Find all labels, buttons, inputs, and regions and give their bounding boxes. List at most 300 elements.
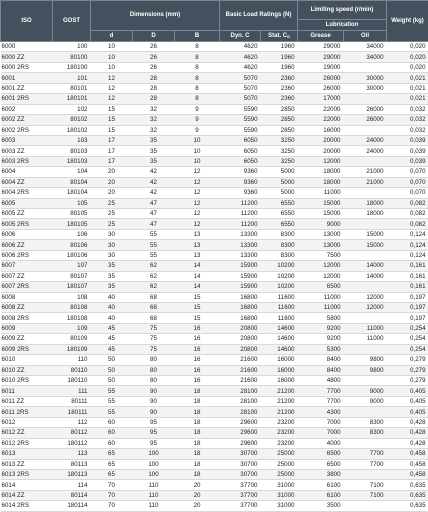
cell-weight: 0,428 [387, 428, 428, 438]
cell-gost: 80103 [53, 146, 91, 156]
cell-iso: 6014 ZZ [1, 490, 53, 500]
cell-weight: 0,020 [387, 52, 428, 62]
cell-d: 65 [91, 459, 133, 469]
cell-dyn-c: 5590 [220, 104, 261, 114]
cell-d: 10 [91, 42, 133, 52]
cell-grease: 9000 [298, 219, 344, 229]
cell-iso: 6000 2RS [1, 62, 53, 72]
table-row [1, 146, 428, 156]
table-row [1, 396, 428, 406]
cell-gost: 80107 [53, 271, 91, 281]
cell-b: 9 [175, 104, 220, 114]
cell-d-outer: 35 [133, 135, 175, 145]
cell-weight: 0,635 [387, 480, 428, 490]
cell-iso: 6000 ZZ [1, 52, 53, 62]
cell-d-outer: 90 [133, 396, 175, 406]
cell-oil: 9800 [344, 355, 387, 365]
cell-oil: 8300 [344, 417, 387, 427]
cell-iso: 6012 ZZ [1, 428, 53, 438]
cell-gost: 103 [53, 135, 91, 145]
cell-weight: 0,161 [387, 271, 428, 281]
table-header [1, 1, 428, 42]
cell-d: 30 [91, 229, 133, 239]
cell-weight: 0,070 [387, 167, 428, 177]
cell-d: 65 [91, 469, 133, 479]
cell-weight: 0,021 [387, 83, 428, 93]
cell-stat-c: 2850 [261, 115, 298, 125]
cell-dyn-c: 29600 [220, 417, 261, 427]
cell-grease: 5300 [298, 344, 344, 354]
table-row [1, 282, 428, 292]
cell-gost: 80108 [53, 302, 91, 312]
cell-gost: 180109 [53, 344, 91, 354]
cell-dyn-c: 5070 [220, 94, 261, 104]
cell-d-outer: 80 [133, 355, 175, 365]
cell-b: 8 [175, 52, 220, 62]
cell-dyn-c: 37700 [220, 490, 261, 500]
cell-stat-c: 21200 [261, 386, 298, 396]
cell-iso: 6012 [1, 417, 53, 427]
header-load-ratings: Basic Load Ratings (N) [220, 1, 298, 31]
table-row [1, 125, 428, 135]
cell-d-outer: 68 [133, 313, 175, 323]
cell-gost: 180104 [53, 188, 91, 198]
table-row [1, 365, 428, 375]
cell-iso: 6002 2RS [1, 125, 53, 135]
cell-grease: 12000 [298, 261, 344, 271]
cell-stat-c: 1960 [261, 42, 298, 52]
cell-d-outer: 62 [133, 261, 175, 271]
cell-d: 30 [91, 250, 133, 260]
cell-stat-c: 23200 [261, 428, 298, 438]
cell-d: 20 [91, 167, 133, 177]
cell-grease: 12000 [298, 156, 344, 166]
cell-d: 15 [91, 125, 133, 135]
cell-iso: 6011 2RS [1, 407, 53, 417]
cell-b: 12 [175, 198, 220, 208]
cell-stat-c: 2360 [261, 73, 298, 83]
cell-oil: 24000 [344, 146, 387, 156]
cell-d-outer: 35 [133, 146, 175, 156]
cell-dyn-c: 15900 [220, 261, 261, 271]
cell-d-outer: 62 [133, 271, 175, 281]
cell-weight: 0,082 [387, 198, 428, 208]
cell-b: 18 [175, 407, 220, 417]
cell-oil: 15000 [344, 229, 387, 239]
cell-grease: 4800 [298, 376, 344, 386]
cell-stat-c: 25000 [261, 459, 298, 469]
cell-gost: 180103 [53, 156, 91, 166]
cell-grease: 4300 [298, 407, 344, 417]
cell-stat-c: 25000 [261, 469, 298, 479]
cell-iso: 6002 ZZ [1, 115, 53, 125]
cell-iso: 6011 ZZ [1, 396, 53, 406]
cell-stat-c: 2360 [261, 83, 298, 93]
cell-gost: 180106 [53, 250, 91, 260]
cell-b: 15 [175, 313, 220, 323]
cell-b: 18 [175, 459, 220, 469]
cell-d-outer: 55 [133, 229, 175, 239]
cell-iso: 6001 [1, 73, 53, 83]
cell-gost: 109 [53, 323, 91, 333]
cell-oil [344, 125, 387, 135]
cell-weight: 0,161 [387, 282, 428, 292]
cell-b: 16 [175, 323, 220, 333]
cell-dyn-c: 29600 [220, 428, 261, 438]
cell-dyn-c: 15900 [220, 271, 261, 281]
cell-gost: 80109 [53, 334, 91, 344]
cell-grease: 13000 [298, 229, 344, 239]
cell-weight: 0,197 [387, 292, 428, 302]
cell-dyn-c: 30700 [220, 449, 261, 459]
cell-oil: 9000 [344, 396, 387, 406]
cell-iso: 6006 [1, 229, 53, 239]
cell-oil: 7100 [344, 490, 387, 500]
cell-b: 10 [175, 135, 220, 145]
cell-b: 16 [175, 376, 220, 386]
cell-oil: 9000 [344, 386, 387, 396]
cell-weight: 0,070 [387, 177, 428, 187]
cell-b: 20 [175, 490, 220, 500]
cell-d: 50 [91, 376, 133, 386]
cell-stat-c: 21200 [261, 407, 298, 417]
cell-dyn-c: 5590 [220, 115, 261, 125]
cell-oil: 11000 [344, 334, 387, 344]
cell-b: 9 [175, 125, 220, 135]
table-row [1, 313, 428, 323]
cell-d-outer: 47 [133, 209, 175, 219]
cell-dyn-c: 20800 [220, 344, 261, 354]
header-grease: Grease [298, 31, 344, 42]
table-row [1, 83, 428, 93]
cell-gost: 80106 [53, 240, 91, 250]
table-row [1, 115, 428, 125]
cell-stat-c: 14600 [261, 323, 298, 333]
cell-dyn-c: 5590 [220, 125, 261, 135]
cell-oil [344, 501, 387, 511]
cell-stat-c: 1960 [261, 62, 298, 72]
cell-d: 70 [91, 490, 133, 500]
table-row [1, 62, 428, 72]
cell-d: 12 [91, 83, 133, 93]
cell-dyn-c: 21600 [220, 355, 261, 365]
cell-stat-c: 2850 [261, 104, 298, 114]
cell-oil: 21000 [344, 177, 387, 187]
cell-gost: 106 [53, 229, 91, 239]
cell-d-outer: 55 [133, 250, 175, 260]
cell-b: 14 [175, 282, 220, 292]
cell-oil [344, 313, 387, 323]
cell-iso: 6003 2RS [1, 156, 53, 166]
cell-stat-c: 11600 [261, 302, 298, 312]
cell-d-outer: 110 [133, 480, 175, 490]
table-row [1, 167, 428, 177]
cell-weight: 0,458 [387, 459, 428, 469]
header-d-outer: D [133, 31, 175, 42]
cell-b: 12 [175, 167, 220, 177]
cell-oil [344, 469, 387, 479]
cell-d: 35 [91, 271, 133, 281]
cell-gost: 113 [53, 449, 91, 459]
table-row [1, 459, 428, 469]
cell-weight: 0,039 [387, 146, 428, 156]
cell-dyn-c: 28100 [220, 407, 261, 417]
cell-b: 10 [175, 146, 220, 156]
cell-d-outer: 42 [133, 177, 175, 187]
cell-d-outer: 32 [133, 125, 175, 135]
cell-dyn-c: 11200 [220, 209, 261, 219]
table-row [1, 250, 428, 260]
cell-dyn-c: 21600 [220, 365, 261, 375]
cell-weight: 0,197 [387, 302, 428, 312]
cell-oil [344, 438, 387, 448]
cell-d-outer: 47 [133, 198, 175, 208]
table-row [1, 438, 428, 448]
table-row [1, 156, 428, 166]
cell-stat-c: 10200 [261, 282, 298, 292]
cell-d: 25 [91, 198, 133, 208]
cell-d-outer: 26 [133, 52, 175, 62]
cell-dyn-c: 20800 [220, 334, 261, 344]
cell-stat-c: 3250 [261, 146, 298, 156]
cell-oil: 26000 [344, 115, 387, 125]
cell-stat-c: 8300 [261, 240, 298, 250]
cell-d-outer: 100 [133, 459, 175, 469]
cell-weight: 0,124 [387, 229, 428, 239]
table-row [1, 209, 428, 219]
cell-gost: 80105 [53, 209, 91, 219]
cell-grease: 15000 [298, 198, 344, 208]
cell-d: 10 [91, 52, 133, 62]
header-dyn-c: Dyn. C [220, 31, 261, 42]
cell-stat-c: 11600 [261, 292, 298, 302]
cell-d-outer: 75 [133, 334, 175, 344]
cell-grease: 5800 [298, 313, 344, 323]
cell-grease: 15000 [298, 209, 344, 219]
cell-b: 16 [175, 344, 220, 354]
cell-oil [344, 344, 387, 354]
cell-gost: 108 [53, 292, 91, 302]
cell-oil: 34000 [344, 52, 387, 62]
cell-b: 8 [175, 62, 220, 72]
cell-stat-c: 16000 [261, 376, 298, 386]
cell-grease: 9200 [298, 334, 344, 344]
table-row [1, 229, 428, 239]
cell-gost: 105 [53, 198, 91, 208]
table-row [1, 188, 428, 198]
cell-oil [344, 282, 387, 292]
cell-dyn-c: 16800 [220, 302, 261, 312]
cell-grease: 18000 [298, 177, 344, 187]
cell-iso: 6011 [1, 386, 53, 396]
cell-b: 13 [175, 240, 220, 250]
cell-oil: 8300 [344, 428, 387, 438]
cell-oil: 7700 [344, 459, 387, 469]
cell-iso: 6005 ZZ [1, 209, 53, 219]
cell-d-outer: 26 [133, 42, 175, 52]
table-row [1, 94, 428, 104]
cell-d: 55 [91, 386, 133, 396]
cell-oil: 15000 [344, 240, 387, 250]
cell-dyn-c: 37700 [220, 480, 261, 490]
cell-grease: 26000 [298, 83, 344, 93]
cell-grease: 7500 [298, 250, 344, 260]
cell-grease: 22000 [298, 115, 344, 125]
header-dimensions: Dimensions (mm) [91, 1, 220, 31]
cell-weight: 0,021 [387, 94, 428, 104]
cell-weight: 0,458 [387, 449, 428, 459]
cell-oil [344, 219, 387, 229]
cell-d-outer: 110 [133, 490, 175, 500]
cell-weight: 0,082 [387, 209, 428, 219]
cell-b: 18 [175, 396, 220, 406]
cell-d: 50 [91, 355, 133, 365]
cell-d-outer: 55 [133, 240, 175, 250]
cell-grease: 20000 [298, 146, 344, 156]
table-row [1, 198, 428, 208]
cell-d-outer: 110 [133, 501, 175, 511]
header-limiting-speed: Limiting speed (r/min) [298, 1, 387, 20]
cell-d: 45 [91, 323, 133, 333]
cell-iso: 6010 ZZ [1, 365, 53, 375]
cell-iso: 6006 ZZ [1, 240, 53, 250]
table-row [1, 480, 428, 490]
cell-gost: 180112 [53, 438, 91, 448]
cell-oil [344, 156, 387, 166]
cell-b: 15 [175, 292, 220, 302]
cell-b: 10 [175, 156, 220, 166]
cell-d: 35 [91, 282, 133, 292]
cell-d-outer: 35 [133, 156, 175, 166]
cell-d: 65 [91, 449, 133, 459]
cell-b: 8 [175, 83, 220, 93]
cell-dyn-c: 15900 [220, 282, 261, 292]
cell-b: 16 [175, 334, 220, 344]
cell-gost: 180105 [53, 219, 91, 229]
cell-grease: 4000 [298, 438, 344, 448]
cell-weight: 0,020 [387, 62, 428, 72]
cell-gost: 180110 [53, 376, 91, 386]
cell-d: 40 [91, 313, 133, 323]
cell-stat-c: 31000 [261, 490, 298, 500]
cell-iso: 6001 ZZ [1, 83, 53, 93]
cell-d-outer: 75 [133, 344, 175, 354]
cell-d-outer: 68 [133, 302, 175, 312]
cell-d: 15 [91, 115, 133, 125]
cell-stat-c: 6550 [261, 209, 298, 219]
table-row [1, 323, 428, 333]
cell-d-outer: 47 [133, 219, 175, 229]
cell-dyn-c: 6050 [220, 146, 261, 156]
cell-oil [344, 376, 387, 386]
cell-iso: 6013 [1, 449, 53, 459]
cell-stat-c: 5000 [261, 177, 298, 187]
cell-iso: 6013 2RS [1, 469, 53, 479]
cell-b: 20 [175, 480, 220, 490]
cell-d-outer: 42 [133, 188, 175, 198]
cell-weight: 0,032 [387, 115, 428, 125]
cell-d-outer: 80 [133, 376, 175, 386]
cell-dyn-c: 21600 [220, 376, 261, 386]
cell-dyn-c: 9360 [220, 177, 261, 187]
cell-grease: 6500 [298, 449, 344, 459]
cell-stat-c: 14600 [261, 334, 298, 344]
cell-d-outer: 42 [133, 167, 175, 177]
cell-weight: 0,124 [387, 250, 428, 260]
cell-iso: 6007 2RS [1, 282, 53, 292]
cell-stat-c: 21200 [261, 396, 298, 406]
cell-dyn-c: 16800 [220, 292, 261, 302]
table-row [1, 52, 428, 62]
cell-gost: 111 [53, 386, 91, 396]
cell-d: 17 [91, 135, 133, 145]
cell-d-outer: 80 [133, 365, 175, 375]
cell-stat-c: 1960 [261, 52, 298, 62]
cell-weight: 0,124 [387, 240, 428, 250]
cell-weight: 0,279 [387, 365, 428, 375]
cell-iso: 6002 [1, 104, 53, 114]
cell-dyn-c: 13300 [220, 240, 261, 250]
cell-dyn-c: 4620 [220, 52, 261, 62]
cell-gost: 180107 [53, 282, 91, 292]
cell-grease: 7700 [298, 396, 344, 406]
cell-d-outer: 100 [133, 469, 175, 479]
cell-oil: 14000 [344, 271, 387, 281]
cell-stat-c: 10200 [261, 261, 298, 271]
cell-weight: 0,279 [387, 355, 428, 365]
cell-gost: 80101 [53, 83, 91, 93]
cell-weight: 0,254 [387, 334, 428, 344]
cell-weight: 0,021 [387, 73, 428, 83]
cell-grease: 7700 [298, 386, 344, 396]
cell-grease: 16000 [298, 125, 344, 135]
cell-d: 35 [91, 261, 133, 271]
cell-dyn-c: 11200 [220, 198, 261, 208]
cell-dyn-c: 11200 [220, 219, 261, 229]
cell-weight: 0,635 [387, 490, 428, 500]
cell-b: 8 [175, 42, 220, 52]
table-row [1, 334, 428, 344]
cell-iso: 6013 ZZ [1, 459, 53, 469]
cell-oil: 24000 [344, 135, 387, 145]
cell-b: 15 [175, 302, 220, 312]
cell-dyn-c: 28100 [220, 396, 261, 406]
cell-gost: 180100 [53, 62, 91, 72]
cell-iso: 6004 ZZ [1, 177, 53, 187]
cell-iso: 6012 2RS [1, 438, 53, 448]
cell-stat-c: 31000 [261, 501, 298, 511]
cell-stat-c: 14600 [261, 344, 298, 354]
cell-d-outer: 28 [133, 73, 175, 83]
cell-d-outer: 32 [133, 115, 175, 125]
cell-b: 8 [175, 73, 220, 83]
table-row [1, 302, 428, 312]
cell-weight: 0,032 [387, 125, 428, 135]
table-row [1, 271, 428, 281]
cell-b: 14 [175, 261, 220, 271]
cell-grease: 11000 [298, 292, 344, 302]
cell-stat-c: 5000 [261, 167, 298, 177]
cell-gost: 104 [53, 167, 91, 177]
cell-d: 17 [91, 156, 133, 166]
cell-b: 12 [175, 219, 220, 229]
cell-iso: 6010 2RS [1, 376, 53, 386]
cell-iso: 6009 ZZ [1, 334, 53, 344]
cell-stat-c: 8300 [261, 250, 298, 260]
cell-iso: 6007 [1, 261, 53, 271]
cell-b: 18 [175, 417, 220, 427]
cell-iso: 6005 [1, 198, 53, 208]
